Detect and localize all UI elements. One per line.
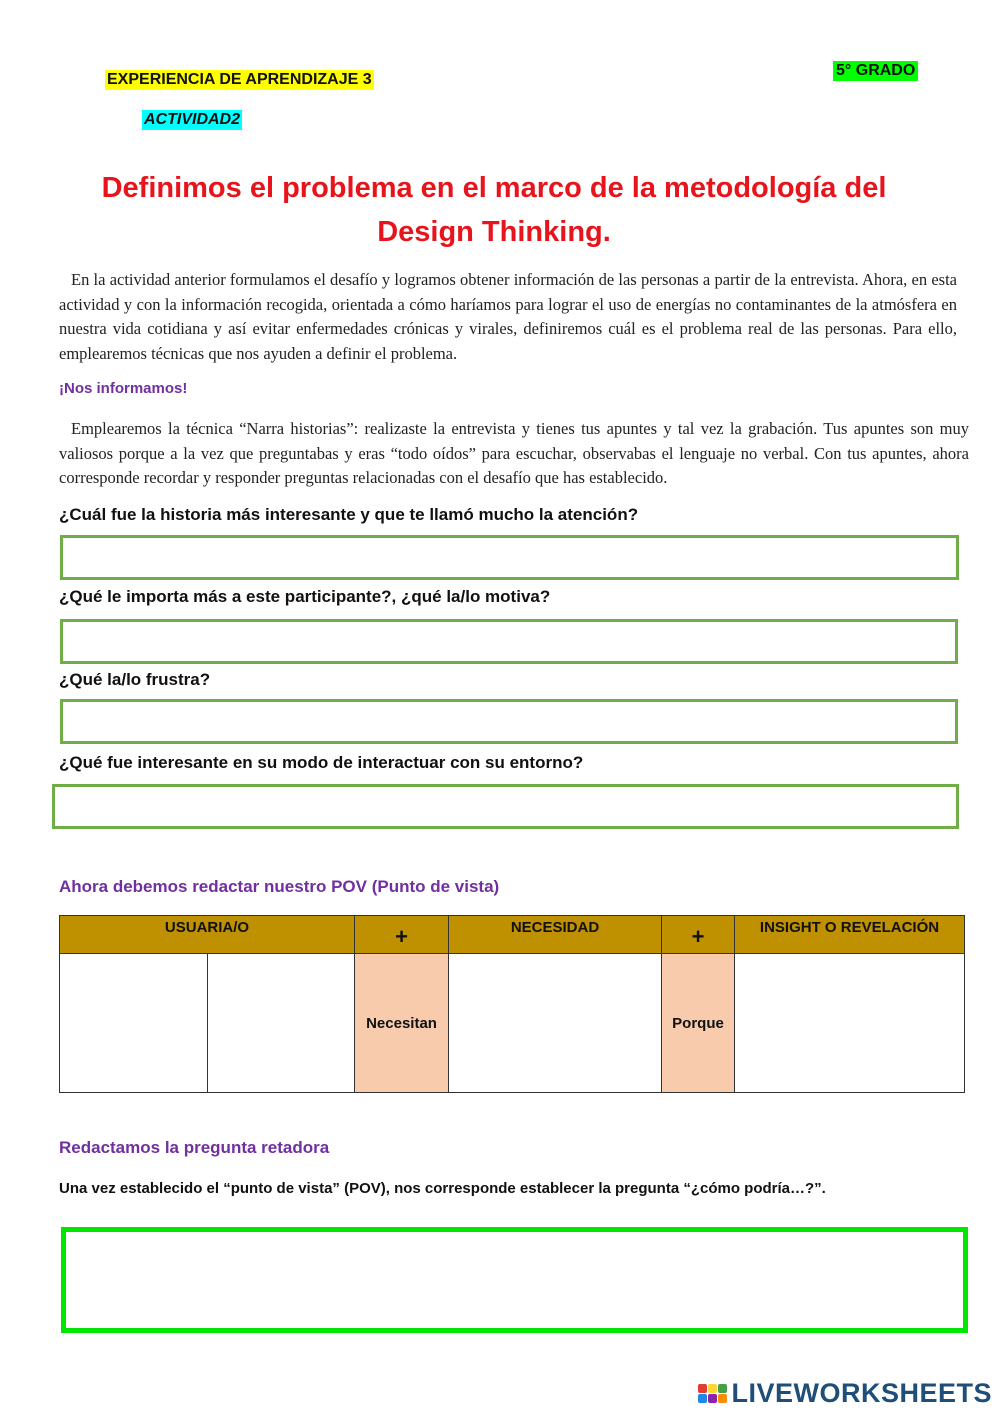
pregunta-heading: Redactamos la pregunta retadora bbox=[59, 1138, 330, 1157]
pov-body-row bbox=[60, 954, 965, 1093]
pov-usuario-cell-2[interactable] bbox=[208, 954, 355, 1093]
pregunta-instruction: Una vez establecido el “punto de vista” (POV), nos corresponde establecer la pregunta “¿cómo podría…?”. bbox=[59, 1180, 826, 1197]
intro-paragraph: En la actividad anterior formulamos el desafío y logramos obtener información de las personas a partir de la entrevista. Ahora, en esta actividad y con la información recogida, orientada a cómo haríamos para lograr el uso de energías no contaminantes de la atmósfera en nuestra vida cotidiana y así evitar enfermedades crónicas y virales, definiremos cuál es el problema real de las personas. Para ello, emplearemos técnicas que nos ayuden a definir el problema. bbox=[59, 270, 957, 363]
logo-square bbox=[718, 1384, 727, 1393]
page-title bbox=[60, 166, 928, 254]
actividad-label: ACTIVIDAD2 bbox=[144, 111, 241, 128]
logo-grid-icon bbox=[698, 1384, 727, 1403]
experiencia-label: EXPERIENCIA DE APRENDIZAJE 3 bbox=[107, 71, 372, 88]
pov-insight-cell[interactable] bbox=[735, 954, 965, 1093]
answer-box-1[interactable] bbox=[60, 535, 959, 580]
pov-porque-cell: Porque bbox=[662, 954, 735, 1093]
pov-necesitan-cell: Necesitan bbox=[355, 954, 449, 1093]
answer-box-4[interactable] bbox=[52, 784, 959, 829]
title-line-2: Design Thinking. bbox=[377, 216, 611, 248]
liveworksheets-logo bbox=[698, 1378, 992, 1409]
pov-plus-1: + bbox=[355, 916, 449, 954]
answer-box-2[interactable] bbox=[60, 619, 958, 664]
pov-plus-2: + bbox=[662, 916, 735, 954]
grado-label: 5° GRADO bbox=[833, 61, 918, 81]
logo-text: LIVEWORKSHEETS bbox=[731, 1378, 992, 1408]
logo-square bbox=[718, 1394, 727, 1403]
section-nos-informamos: ¡Nos informamos! bbox=[59, 380, 188, 397]
question-2: ¿Qué le importa más a este participante?, ¿qué la/lo motiva? bbox=[59, 587, 551, 606]
question-3: ¿Qué la/lo frustra? bbox=[59, 670, 211, 689]
logo-square bbox=[698, 1384, 707, 1393]
pov-col-insight: INSIGHT O REVELACIÓN bbox=[735, 916, 965, 954]
pov-necesidad-cell[interactable] bbox=[449, 954, 662, 1093]
pov-col-necesidad: NECESIDAD bbox=[449, 916, 662, 954]
technique-paragraph: Emplearemos la técnica “Narra historias”: realizaste la entrevista y tienes tus apuntes y tal vez la grabación. Tus apuntes son muy valiosos porque a la vez que preguntabas y eras “todo oídos” para escuchar, observabas el lenguaje no verbal. Con tus apuntes, ahora corresponde recordar y responder preguntas relacionadas con el desafío que has establecido. bbox=[59, 419, 969, 487]
logo-square bbox=[708, 1394, 717, 1403]
logo-square bbox=[698, 1394, 707, 1403]
question-4: ¿Qué fue interesante en su modo de interactuar con su entorno? bbox=[59, 753, 584, 772]
pov-heading: Ahora debemos redactar nuestro POV (Punto de vista) bbox=[59, 877, 500, 896]
question-1: ¿Cuál fue la historia más interesante y que te llamó mucho la atención? bbox=[59, 505, 639, 524]
title-line-1: Definimos el problema en el marco de la metodología del bbox=[101, 172, 887, 204]
pregunta-answer-box[interactable] bbox=[61, 1227, 968, 1333]
logo-square bbox=[708, 1384, 717, 1393]
pov-table bbox=[59, 915, 965, 1093]
pov-header-row bbox=[60, 916, 965, 954]
pov-col-usuario: USUARIA/O bbox=[60, 916, 355, 954]
answer-box-3[interactable] bbox=[60, 699, 958, 744]
pov-usuario-cell-1[interactable] bbox=[60, 954, 208, 1093]
